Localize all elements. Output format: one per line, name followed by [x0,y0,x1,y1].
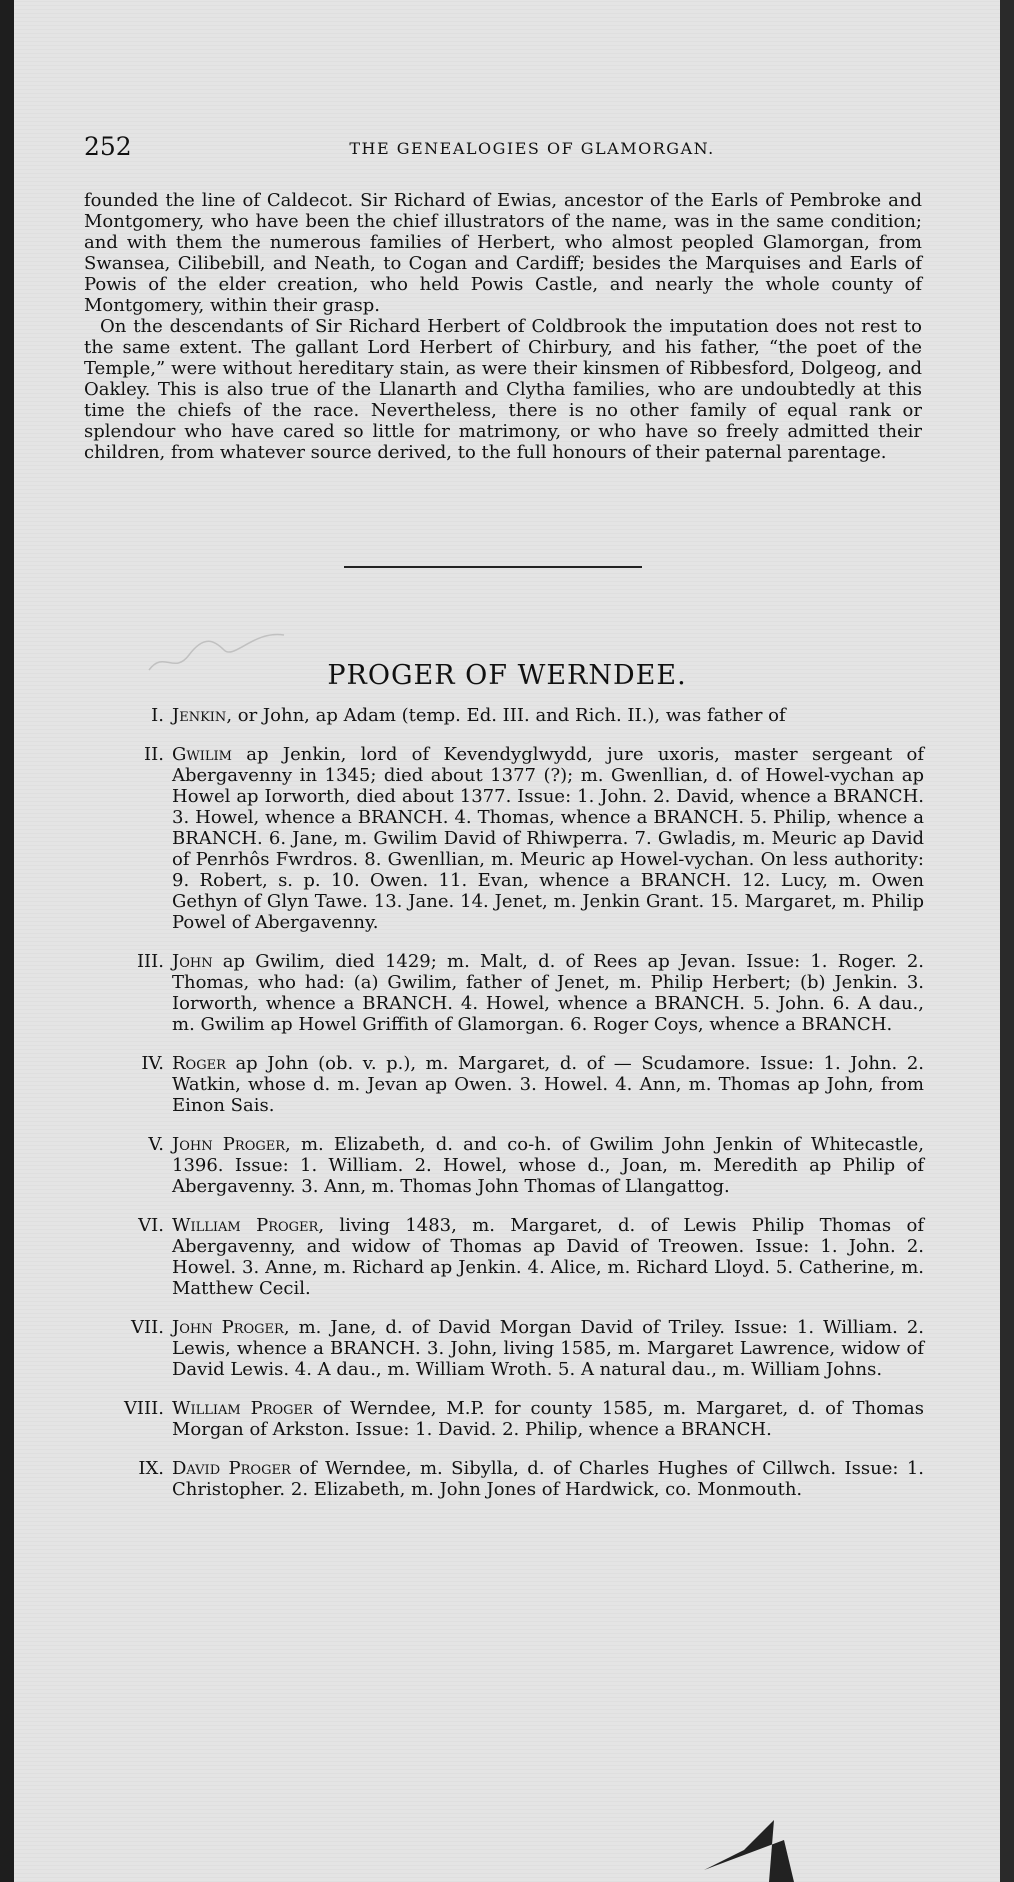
page-header [84,132,920,162]
generation-number: VI. [138,1215,164,1236]
generation-number: V. [148,1134,164,1155]
entry-text: of Werndee, M.P. for county 1585, m. Margaret, d. of Thomas Morgan of Arkston. Issue: 1. David. 2. Philip, whence a BRANCH. [172,1398,924,1440]
page-number: 252 [84,132,132,161]
person-name: David Proger [172,1458,291,1479]
generation-number: IX. [138,1458,164,1479]
person-name: John Proger [172,1134,286,1155]
genealogy-entry [84,705,924,726]
generation-number: I. [151,705,164,726]
entry-text: ap Gwilim, died 1429; m. Malt, d. of Rees ap Jevan. Issue: 1. Roger. 2. Thomas, who had: (a) Gwilim, father of Jenet, m. Philip Herbert; (b) Jenkin. 3. Iorworth, whence a BRANCH. 4. Howel, whence a BRANCH. 5. John. 6. A dau., m. Gwilim ap Howel Griffith of Glamorgan. 6. Roger Coys, whence a BRANCH. [172,951,924,1035]
genealogy-entry [84,1053,924,1116]
section-title: PROGER OF WERNDEE. [327,660,687,692]
genealogy-entry [84,1215,924,1299]
person-name: John [172,951,213,972]
person-name: William Proger [172,1398,313,1419]
person-name: Gwilim [172,744,232,765]
genealogy-entry [84,1458,924,1500]
generation-number: IV. [141,1053,164,1074]
genealogy-entry [84,744,924,933]
intro-paragraph-2: On the descendants of Sir Richard Herbert of Coldbrook the imputation does not rest to the same extent. The gallant Lord Herbert of Chirbury, and his father, “the poet of the Temple,” were without hereditary stain, as were their kinsmen of Ribbesford, Dolgeog, and Oakley. This is also true of the Llanarth and Clytha families, who are undoubtedly at this time the chiefs of the race. Nevertheless, there is no other family of equal rank or splendour who have cared so little for matrimony, or who have so freely admitted their children, from whatever source derived, to the full honours of their paternal parentage. [84,316,922,463]
intro-text [84,190,922,463]
section-divider [344,566,642,568]
person-name: Roger [172,1053,226,1074]
document-page [14,0,1000,1882]
person-name: Jenkin [172,705,227,726]
scan-edge [0,0,14,1882]
entry-text: of Werndee, m. Sibylla, d. of Charles Hughes of Cillwch. Issue: 1. Christopher. 2. Elizabeth, m. John Jones of Hardwick, co. Monmouth. [172,1458,924,1500]
entry-text: , or John, ap Adam (temp. Ed. III. and Rich. II.), was father of [226,705,786,726]
entry-text: , m. Elizabeth, d. and co-h. of Gwilim John Jenkin of Whitecastle, 1396. Issue: 1. William. 2. Howel, whose d., Joan, m. Meredith ap Philip of Abergavenny. 3. Ann, m. Thomas John Thomas of Llangattog. [172,1134,924,1197]
ink-mark-icon [704,1790,814,1882]
person-name: William Proger [172,1215,319,1236]
genealogy-entry [84,1398,924,1440]
generation-number: VIII. [123,1398,164,1419]
running-head: THE GENEALOGIES OF GLAMORGAN. [349,139,715,158]
entry-text: , m. Jane, d. of David Morgan David of Triley. Issue: 1. William. 2. Lewis, whence a BRANCH. 3. John, living 1585, m. Margaret Lawrence, widow of David Lewis. 4. A dau., m. William Wroth. 5. A natural dau., m. William Johns. [172,1317,925,1380]
genealogy-entry [84,1134,924,1197]
entry-text: ap Jenkin, lord of Kevendyglwydd, jure uxoris, master sergeant of Abergavenny in 1345; died about 1377 (?); m. Gwenllian, d. of Howel-vychan ap Howel ap Iorworth, died about 1377. Issue: 1. John. 2. David, whence a BRANCH. 3. Howel, whence a BRANCH. 4. Thomas, whence a BRANCH. 5. Philip, whence a BRANCH. 6. Jane, m. Gwilim David of Rhiwperra. 7. Gwladis, m. Meuric ap David of Penrhôs Fwrdros. 8. Gwenllian, m. Meuric ap Howel-vychan. On less authority: 9. Robert, s. p. 10. Owen. 11. Evan, whence a BRANCH. 12. Lucy, m. Owen Gethyn of Glyn Tawe. 13. Jane. 14. Jenet, m. Jenkin Grant. 15. Margaret, m. Philip Powel of Abergavenny. [172,744,924,933]
generation-number: II. [144,744,164,765]
generation-number: VII. [131,1317,164,1338]
intro-paragraph-1: founded the line of Caldecot. Sir Richard of Ewias, ancestor of the Earls of Pembroke and Montgomery, who have been the chief illustrators of the name, was in the same condition; and with them the numerous families of Herbert, who almost peopled Glamorgan, from Swansea, Cilibebill, and Neath, to Cogan and Cardiff; besides the Marquises and Earls of Powis of the elder creation, who held Powis Castle, and nearly the whole county of Montgomery, within their grasp. [84,190,922,316]
genealogy-entry [84,1317,924,1380]
genealogy-list [84,705,924,1518]
entry-text: , living 1483, m. Margaret, d. of Lewis Philip Thomas of Abergavenny, and widow of Thomas ap David of Treowen. Issue: 1. John. 2. Howel. 3. Anne, m. Richard ap Jenkin. 4. Alice, m. Richard Lloyd. 5. Catherine, m. Matthew Cecil. [172,1215,924,1299]
genealogy-entry [84,951,924,1035]
generation-number: III. [136,951,164,972]
person-name: John Proger [172,1317,284,1338]
entry-text: ap John (ob. v. p.), m. Margaret, d. of — Scudamore. Issue: 1. John. 2. Watkin, whose d. m. Jevan ap Owen. 3. Howel. 4. Ann, m. Thomas ap John, from Einon Sais. [172,1053,924,1116]
